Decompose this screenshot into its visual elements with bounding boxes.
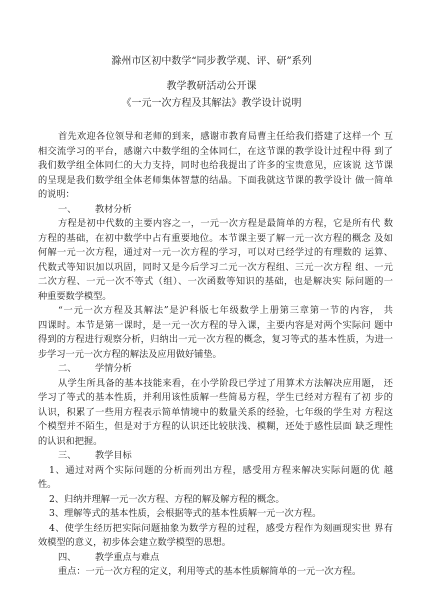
section-title: 学情分析 xyxy=(95,363,132,374)
paragraph-line: 首先欢迎各位领导和老师的到来，感谢市教育局曹主任给我们搭建了这样一个 互 xyxy=(58,131,393,142)
paragraph-line: 的呈现是我们数学组全体老师集体智慧的结晶。下面我就这节课的教学设计 做一简单 xyxy=(38,174,393,186)
section-number: 一、 xyxy=(58,203,77,215)
goal-item-line: 性。 xyxy=(38,479,57,490)
paragraph-line: 从学生所具备的基本技能来看，在小学阶段已学过了用算术方法解决应用题， 还 xyxy=(58,377,393,389)
goals-list xyxy=(38,464,393,551)
paragraph-line: 四课时。本节是第一课时，是一元一次方程的导入课，主要内容是对两个实际问 题中 xyxy=(38,319,393,331)
key-point-line: 重点：一元一次方程的定义，利用等式的基本性质解简单的一元一次方程。 xyxy=(58,566,362,577)
document-title-event: 教学教研活动公开课 xyxy=(166,81,257,92)
section-heading xyxy=(38,551,393,566)
goal-item xyxy=(38,464,393,493)
paragraph-line: 学习了等式的基本性质，并利用该性质解一些简易方程，学生已经对方程有了初 步的 xyxy=(38,392,393,403)
section-number: 四、 xyxy=(58,551,77,563)
student-analysis-paragraph xyxy=(38,377,393,450)
goal-item-line: 4、使学生经历把实际问题抽象为数学方程的过程，感受方程作为刻画现实世 界有 xyxy=(49,522,393,534)
section-number: 二、 xyxy=(58,363,77,374)
textbook-analysis-paragraph xyxy=(38,217,393,304)
goal-item-line: 3、理解等式的基本性质，会根据等式的基本性质解一元一次方程。 xyxy=(49,508,322,519)
goal-item xyxy=(38,507,393,522)
paragraph-line: 种重要数学模型。 xyxy=(38,290,112,302)
paragraph-line: “一元一次方程及其解法”是沪科版七年级数学上册第三章第一节的内容， 共 xyxy=(58,305,393,316)
document-body xyxy=(38,130,393,580)
paragraph-line: 何解一元一次方程，通过对一元一次方程的学习，可以对已经学过的有理数的 运算、 xyxy=(38,247,393,258)
paragraph-line: 方程是初中代数的主要内容之一，一元一次方程是最简单的方程，它是所有代 数 xyxy=(58,218,393,229)
section-title: 教学重点与难点 xyxy=(95,551,160,563)
section-heading xyxy=(38,362,393,377)
paragraph-line: 的说明： xyxy=(38,189,75,200)
paragraph-line: 得到的方程进行观察分析，归纳出一元一次方程的概念，复习等式的基本性质，为进一 xyxy=(38,334,393,345)
paragraph-line: 我们数学组全体同仁的大力支持，同时也给我提出了许多的宝贵意见，应该说 这节课 xyxy=(38,160,393,171)
section-heading xyxy=(38,449,393,464)
section-title: 教材分析 xyxy=(95,203,132,215)
section-title: 教学目标 xyxy=(95,450,132,461)
goal-item xyxy=(38,493,393,508)
goal-item xyxy=(38,522,393,551)
document-title-main: 《一元一次方程及其解法》教学设计说明 xyxy=(121,98,302,109)
goal-item-line: 效模型的意义，初步体会建立数学模型的思想。 xyxy=(38,537,231,548)
paragraph-line: 二次方程、一元一次不等式（组）、一次函数等知识的基础，也是解决实 际问题的一 xyxy=(38,276,393,287)
goal-item-line: 1、通过对两个实际问题的分析而列出方程，感受用方程来解决实际问题的优 越 xyxy=(49,464,393,476)
intro-paragraph xyxy=(38,130,393,203)
paragraph-line: 认识，积累了一些用方程表示简单情境中的数量关系的经验，七年级的学生对 方程这 xyxy=(38,406,393,418)
textbook-position-paragraph xyxy=(38,304,393,362)
paragraph-line: 步学习一元一次方程的解法及应用做好铺垫。 xyxy=(38,348,222,360)
paragraph-line: 相交流学习的平台，感谢六中数学组的全体同仁，在这节课的教学设计过程中得 到了 xyxy=(38,145,393,157)
paragraph-line: 方程的基础，在初中数学中占有重要地位。本节课主要了解一元一次方程的概念 及如 xyxy=(38,232,393,244)
section-number: 三、 xyxy=(58,450,77,461)
section-heading xyxy=(38,203,393,218)
document-title-series: 滁州市区初中数学“同步教学观、评、研”系列 xyxy=(111,56,312,67)
paragraph-line: 代数式等知识加以巩固，同时又是今后学习二元一次方程组、三元一次方程 组、一元 xyxy=(38,261,393,273)
paragraph-line: 的认识和把握。 xyxy=(38,435,103,447)
goal-item-line: 2、归纳并理解一元一次方程、方程的解及解方程的概念。 xyxy=(49,493,285,505)
paragraph-line: 个模型并不陌生，但是对于方程的认识还比较肤浅、模糊，还处于感性层面 缺乏理性 xyxy=(38,421,393,432)
